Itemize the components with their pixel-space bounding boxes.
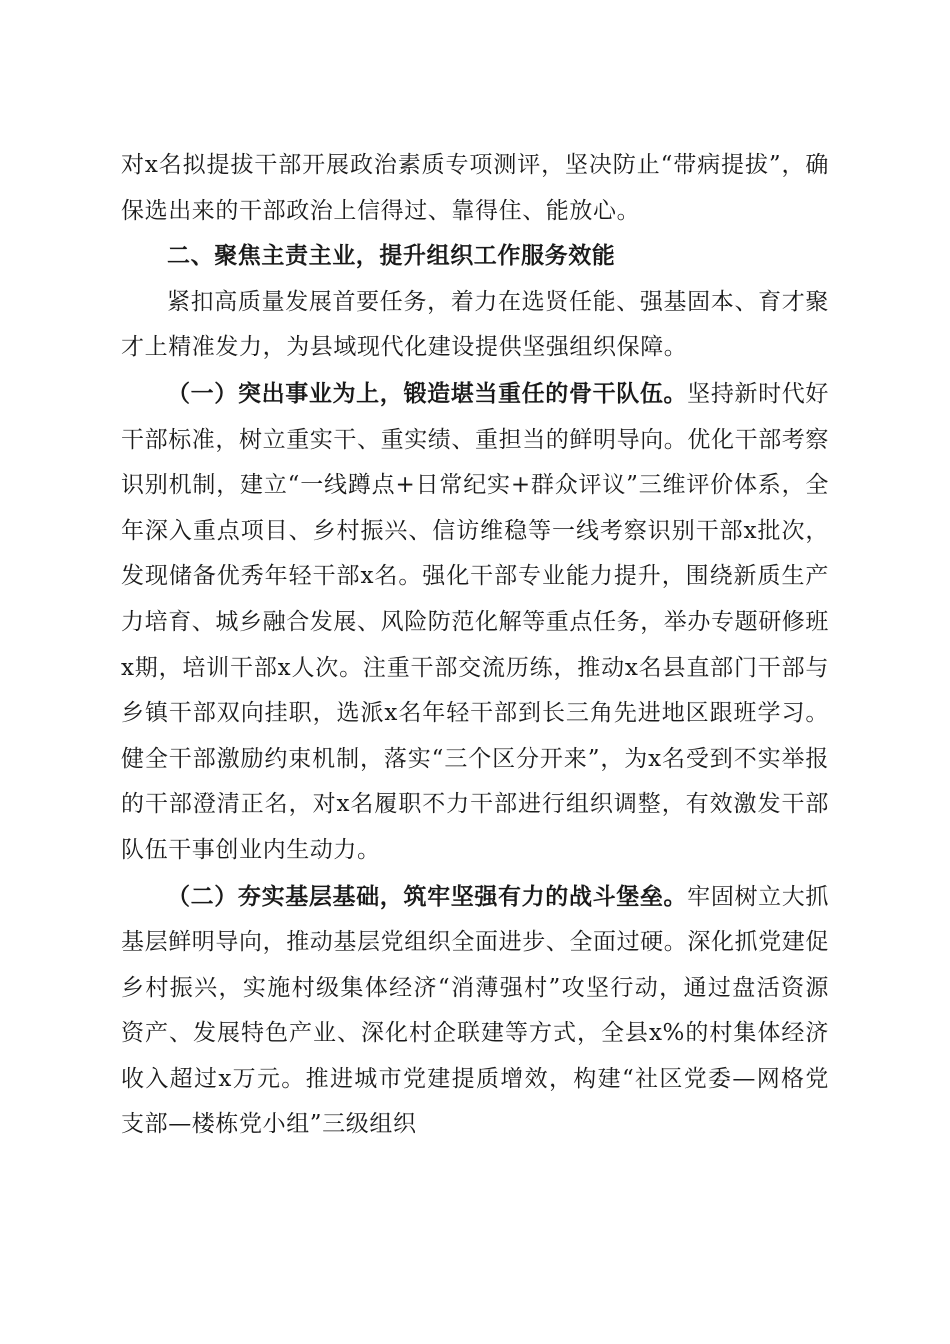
subsection-2-paragraph [121, 874, 829, 1149]
section-intro-paragraph: 紧扣高质量发展首要任务，着力在选贤任能、强基固本、育才聚才上精准发力，为县域现代化建设提供坚强组织保障。 [121, 288, 829, 361]
subsection-2-body: 牢固树立大抓基层鲜明导向，推动基层党组织全面进步、全面过硬。深化抓党建促乡村振兴，实施村级集体经济“消薄强村”攻坚行动，通过盘活资源资产、发展特色产业、深化村企联建等方式，全县x%的村集体经济收入超过x万元。推进城市党建提质增效，构建“社区党委—网格党支部—楼栋党小组”三级组织 [121, 883, 829, 1138]
document-body [121, 143, 829, 1148]
paragraph-continued: 对x名拟提拔干部开展政治素质专项测评，坚决防止“带病提拔”，确保选出来的干部政治上信得过、靠得住、能放心。 [121, 152, 829, 224]
subsection-2-title: （二）夯实基层基础，筑牢坚强有力的战斗堡垒。 [167, 882, 688, 910]
subsection-1-body: 坚持新时代好干部标准，树立重实干、重实绩、重担当的鲜明导向。优化干部考察识别机制，建立“一线蹲点+日常纪实+群众评议”三维评价体系，全年深入重点项目、乡村振兴、信访维稳等一线考察识别干部x批次，发现储备优秀年轻干部x名。强化干部专业能力提升，围绕新质生产力培育、城乡融合发展、风险防范化解等重点任务，举办专题研修班x期，培训干部x人次。注重干部交流历练，推动x名县直部门干部与乡镇干部双向挂职，选派x名年轻干部到长三角先进地区跟班学习。健全干部激励约束机制，落实“三个区分开来”，为x名受到不实举报的干部澄清正名，对x名履职不力干部进行组织调整，有效激发干部队伍干事创业内生动力。 [121, 380, 829, 863]
subsection-1-title: （一）突出事业为上，锻造堪当重任的骨干队伍。 [167, 379, 688, 407]
subsection-1-paragraph [121, 371, 829, 874]
section-heading: 二、聚焦主责主业，提升组织工作服务效能 [167, 243, 616, 270]
